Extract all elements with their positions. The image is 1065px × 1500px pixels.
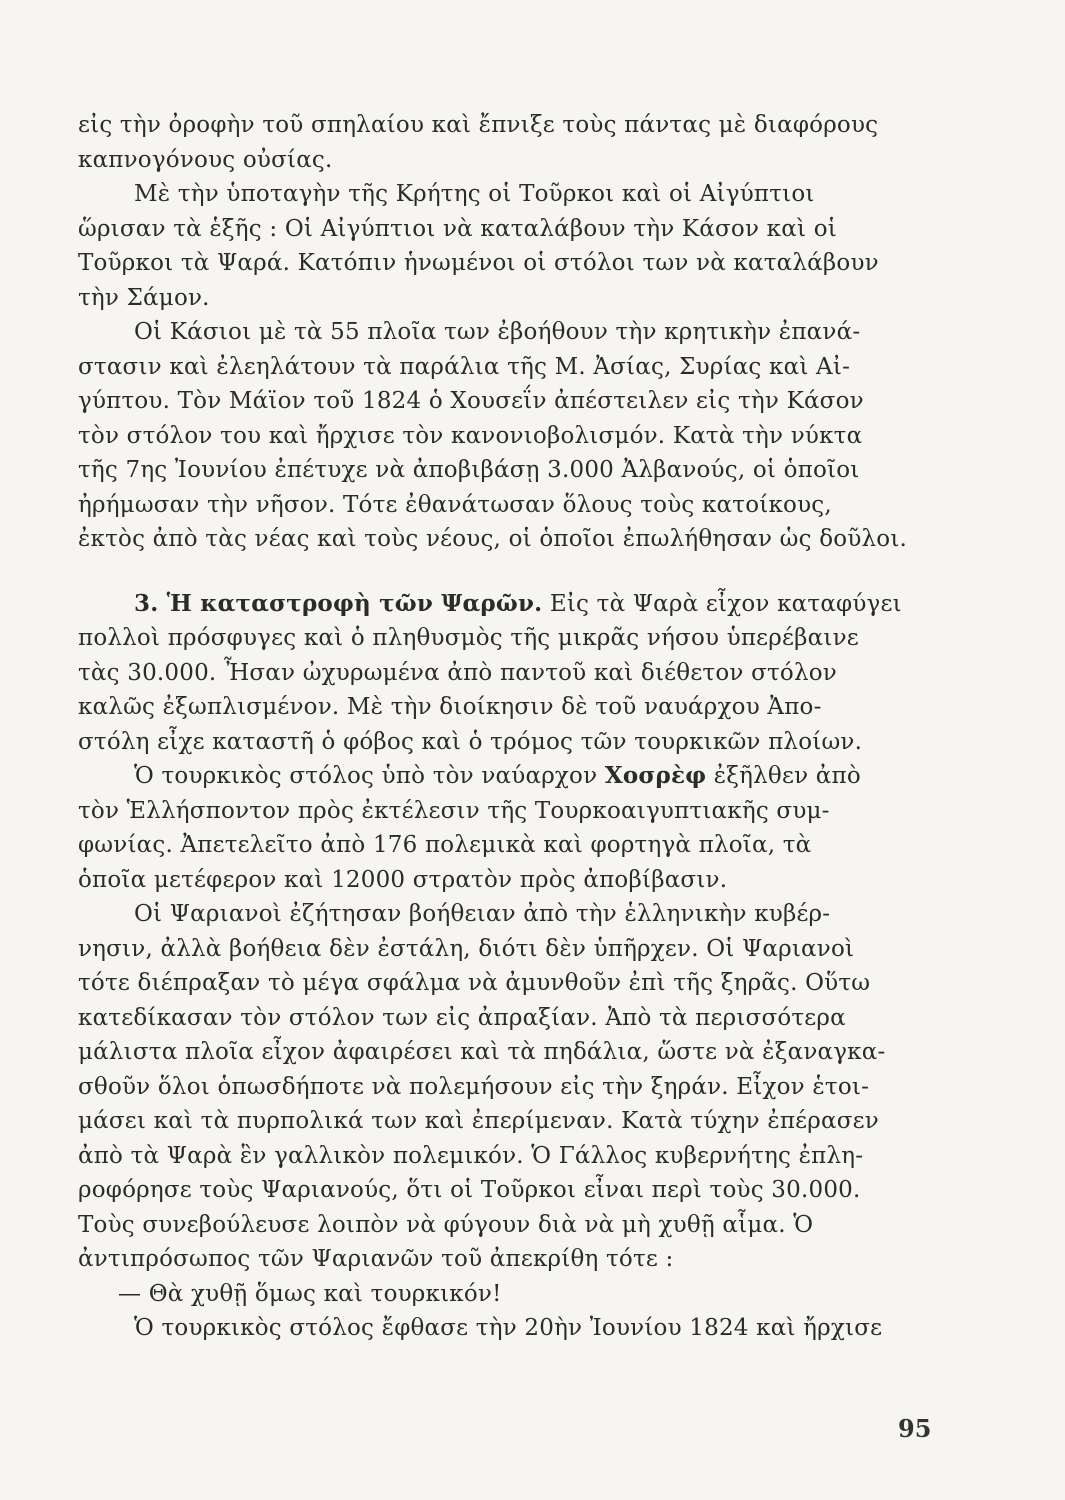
text-line: ἐκτὸς ἀπὸ τὰς νέας καὶ τοὺς νέους, οἱ ὁποῖοι ἐπωλήθησαν ὡς δοῦλοι. xyxy=(78,526,908,552)
page-number: 95 xyxy=(898,1414,932,1443)
text-line: Οἱ Ψαριανοὶ ἐζήτησαν βοήθειαν ἀπὸ τὴν ἑλληνικὴν κυβέρ- xyxy=(134,901,831,927)
text-run: Εἰς τὰ Ψαρὰ εἶχον καταφύγει xyxy=(549,590,902,617)
text-line: Τοὺς συνεβούλευσε λοιπὸν νὰ φύγουν διὰ νὰ μὴ χυθῇ αἷμα. Ὁ xyxy=(78,1211,814,1238)
text-line: τὸν Ἑλλήσποντον πρὸς ἐκτέλεσιν τῆς Τουρκοαιγυπτιακῆς συμ- xyxy=(78,797,830,824)
text-line: τῆς 7ης Ἰουνίου ἐπέτυχε νὰ ἀποβιβάσῃ 3.000 Ἀλβανούς, οἱ ὁποῖοι xyxy=(78,457,860,483)
text-line: καλῶς ἐξωπλισμένον. Μὲ τὴν διοίκησιν δὲ τοῦ ναυάρχου Ἀπο- xyxy=(78,694,822,720)
text-line: καπνογόνους οὐσίας. xyxy=(78,146,333,173)
text-line-with-name xyxy=(78,759,938,794)
text-line: ὁποῖα μετέφερον καὶ 12000 στρατὸν πρὸς ἀποβίβασιν. xyxy=(78,866,728,893)
admiral-name: Χοσρὲφ xyxy=(604,762,707,789)
text-line: μάλιστα πλοῖα εἶχον ἀφαιρέσει καὶ τὰ πηδάλια, ὥστε νὰ ἐξαναγκα- xyxy=(78,1039,886,1065)
text-line: τὸν στόλον του καὶ ἤρχισε τὸν κανονιοβολισμόν. Κατὰ τὴν νύκτα xyxy=(78,422,863,449)
text-line: ὥρισαν τὰ ἑξῆς : Οἱ Αἰγύπτιοι νὰ καταλάβουν τὴν Κάσον καὶ οἱ xyxy=(78,215,837,242)
text-line: ἠρήμωσαν τὴν νῆσον. Τότε ἐθανάτωσαν ὅλους τοὺς κατοίκους, xyxy=(78,491,832,518)
section-heading-line xyxy=(78,587,938,622)
text-line: ροφόρησε τοὺς Ψαριανούς, ὅτι οἱ Τοῦρκοι εἶναι περὶ τοὺς 30.000. xyxy=(78,1177,861,1203)
text-line: νησιν, ἀλλὰ βοήθεια δὲν ἐστάλη, διότι δὲν ὑπῆρχεν. Οἱ Ψαριανοὶ xyxy=(78,935,855,962)
text-line: τὴν Σάμον. xyxy=(78,284,210,311)
text-line: κατεδίκασαν τὸν στόλον των εἰς ἀπραξίαν. Ἀπὸ τὰ περισσότερα xyxy=(78,1004,846,1031)
text-line: τότε διέπραξαν τὸ μέγα σφάλμα νὰ ἀμυνθοῦν ἐπὶ τῆς ξηρᾶς. Οὕτω xyxy=(78,970,871,996)
text-line: ἀντιπρόσωπος τῶν Ψαριανῶν τοῦ ἀπεκρίθη τότε : xyxy=(78,1246,674,1272)
text-line: εἰς τὴν ὀροφὴν τοῦ σπηλαίου καὶ ἔπνιξε τοὺς πάντας μὲ διαφόρους xyxy=(78,112,879,138)
text-line: φωνίας. Ἀπετελεῖτο ἀπὸ 176 πολεμικὰ καὶ φορτηγὰ πλοῖα, τὰ xyxy=(78,832,812,858)
text-line: Μὲ τὴν ὑποταγὴν τῆς Κρήτης οἱ Τοῦρκοι καὶ οἱ Αἰγύπτιοι xyxy=(134,181,815,207)
text-run: ἐξῆλθεν ἀπὸ xyxy=(713,763,861,789)
text-line: στόλη εἶχε καταστῆ ὁ φόβος καὶ ὁ τρόμος τῶν τουρκικῶν πλοίων. xyxy=(78,728,863,755)
text-line: σθοῦν ὅλοι ὁπωσδήποτε νὰ πολεμήσουν εἰς τὴν ξηράν. Εἶχον ἑτοι- xyxy=(78,1073,870,1100)
text-line: γύπτου. Τὸν Μάϊον τοῦ 1824 ὁ Χουσεΐν ἀπέστειλεν εἰς τὴν Κάσον xyxy=(78,388,864,414)
text-line: Τοῦρκοι τὰ Ψαρά. Κατόπιν ἡνωμένοι οἱ στόλοι των νὰ καταλάβουν xyxy=(78,250,879,276)
text-line: ἀπὸ τὰ Ψαρὰ ἓν γαλλικὸν πολεμικόν. Ὁ Γάλλος κυβερνήτης ἐπλη- xyxy=(78,1142,864,1169)
text-line: Οἱ Κάσιοι μὲ τὰ 55 πλοῖα των ἐβοήθουν τὴν κρητικὴν ἐπανά- xyxy=(134,319,861,345)
text-line: τὰς 30.000. Ἦσαν ὠχυρωμένα ἀπὸ παντοῦ καὶ διέθετον στόλον xyxy=(78,659,837,686)
body-text xyxy=(78,108,938,1346)
text-line: πολλοὶ πρόσφυγες καὶ ὁ πληθυσμὸς τῆς μικρᾶς νήσου ὑπερέβαινε xyxy=(78,625,859,651)
text-line: Ὁ τουρκικὸς στόλος ἔφθασε τὴν 20ὴν Ἰουνίου 1824 καὶ ἤρχισε xyxy=(134,1315,883,1341)
text-line: μάσει καὶ τὰ πυρπολικά των καὶ ἐπερίμεναν. Κατὰ τύχην ἐπέρασεν xyxy=(78,1108,879,1134)
text-line: στασιν καὶ ἐλεηλάτουν τὰ παράλια τῆς Μ. Ἀσίας, Συρίας καὶ Αἰ- xyxy=(78,353,851,380)
text-run: Ὁ τουρκικὸς στόλος ὑπὸ τὸν ναύαρχον xyxy=(134,763,598,789)
dialogue-line: — Θὰ χυθῇ ὅμως καὶ τουρκικόν! xyxy=(118,1280,502,1307)
section-heading: 3. Ἡ καταστροφὴ τῶν Ψαρῶν. xyxy=(134,589,543,617)
